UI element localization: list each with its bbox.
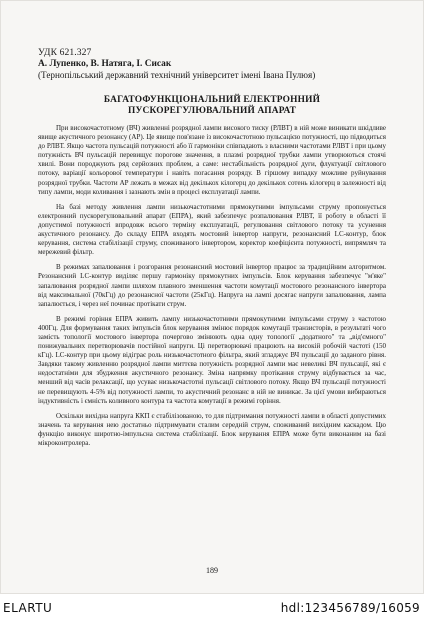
paragraph-5: Оскільки вихідна напруга ККП є стабілізованою, то для підтримання потужності лампи в області допустимих значень та керування нею достатньо підтримувати сталим середній струм, споживаний вихідним каскадом. Цю функцію виконує широтно-імпульсна система стабілізації. Блок керування ЕПРА може бути виконаним на базі мікроконтролера. <box>38 411 386 447</box>
handle-id[interactable]: hdl:123456789/16059 <box>280 601 420 615</box>
page-number: 189 <box>206 566 218 575</box>
repository-name: ELARTU <box>3 601 53 615</box>
paper-title-line-1: БАГАТОФУНКЦІОНАЛЬНИЙ ЕЛЕКТРОННИЙ <box>103 95 321 105</box>
body-text <box>38 124 386 554</box>
affiliation: (Тернопільський державний технічний університет імені Івана Пулюя) <box>38 70 316 80</box>
authors: А. Лупенко, В. Натяга, І. Сисак <box>38 59 172 69</box>
paragraph-4: В режимі горіння ЕПРА живить лампу низькочастотними прямокутними імпульсами струму з частотою 400Гц. Для формування таких імпульсів блок керування змінює порядок комутації транзисторів, в результаті чого замість топології мостового інвертора почергово змінюють одна одну топології „додатного" та „від'ємного" понижувальних перетворювачів постійної напруги. Ці перетворювачі працюють на високій робочій частоті (150 кГц). LC-контур при цьому відіграє роль низькочастотного фільтра, який згладжує ВЧ пульсації до заданого рівня. Завдяки такому живленню розрядної лампи миттєва потужність розрядної лампи має невеликі ВЧ пульсації, які є недостатніми для збудження акустичного резонансу. Зміна напрямку протікання струму відбувається за час, менший від часів релаксації, що усуває низькочастотні пульсації світлового потоку. Якщо ВЧ пульсації потужності не перевищують 4-5% від потужності лампи, то акустичний резонанс в ній не виникає. За цієї умови вибираються індуктивність і ємність коливного контура та частота комутації в режимі горіння. <box>38 314 386 405</box>
repository-footer <box>0 594 424 620</box>
paragraph-2: На базі методу живлення лампи низькочастотними прямокутними імпульсами струму пропонується електронний пускорегулювальний апарат (ЕПРА), який забезпечує розпалювання РЛВТ, її роботу в області її допустимої потужності впродовж всього терміну експлуатації, регулювання світлового потоку та усунення акустичного резонансу. До складу ЕПРА входять мостовий інвертор напруги, резонансний LC-контур, блок керування, система стабілізації струму, споживаного інвертором, коректор коефіцієнта потужності, випрямляч та мережевий фільтр. <box>38 202 386 257</box>
paper-title-line-2: ПУСКОРЕГУЛЮВАЛЬНИЙ АПАРАТ <box>127 106 297 116</box>
paragraph-3: В режимах запалювання і розгорання резонансний мостовий інвертор працює за традиційним алгоритмом. Резонансний LC-контур виділяє першу гармоніку прямокутних імпульсів. Блок керування забезпечує "м'яке" запалювання розрядної лампи шляхом плавного зменшення частоти комутації мостового резонансного інвертора від максимальної (70кГц) до резонансної частоти (25кГц). Напруга на лампі досягає напруги запалювання, лампа запалюється, і через неї починає протікати струм. <box>38 263 386 308</box>
paragraph-1: При високочастотному (ВЧ) живленні розрядної лампи високого тиску (РЛВТ) в ній може виникати шкідливе явище акустичного резонансу (АР). Це явище пов'язане із високочастотною пульсацією потужності, що підводиться до РЛВТ. Якщо частота пульсацій потужності або її гармоніки співпадають з власними частотами РЛВТ і при цьому потужність ВЧ пульсацій перевищує порогове значення, в плазмі розрядної трубки лампи утворюються стоячі хвилі. Вони породжують ряд серйозних проблем, а саме: нестабільність розрядної дуги, флуктуації світлового потоку, варіації кольорової температури і навіть погасання розряду. В гіршому випадку можливе руйнування розрядної трубки. Частоти АР лежать в межах від декількох кілогерц до декількох сотень кілогерц в залежності від типу лампи, моди коливання і зазнають змін в процесі експлуатації лампи. <box>38 124 386 196</box>
udk-code: УДК 621.327 <box>38 47 92 58</box>
